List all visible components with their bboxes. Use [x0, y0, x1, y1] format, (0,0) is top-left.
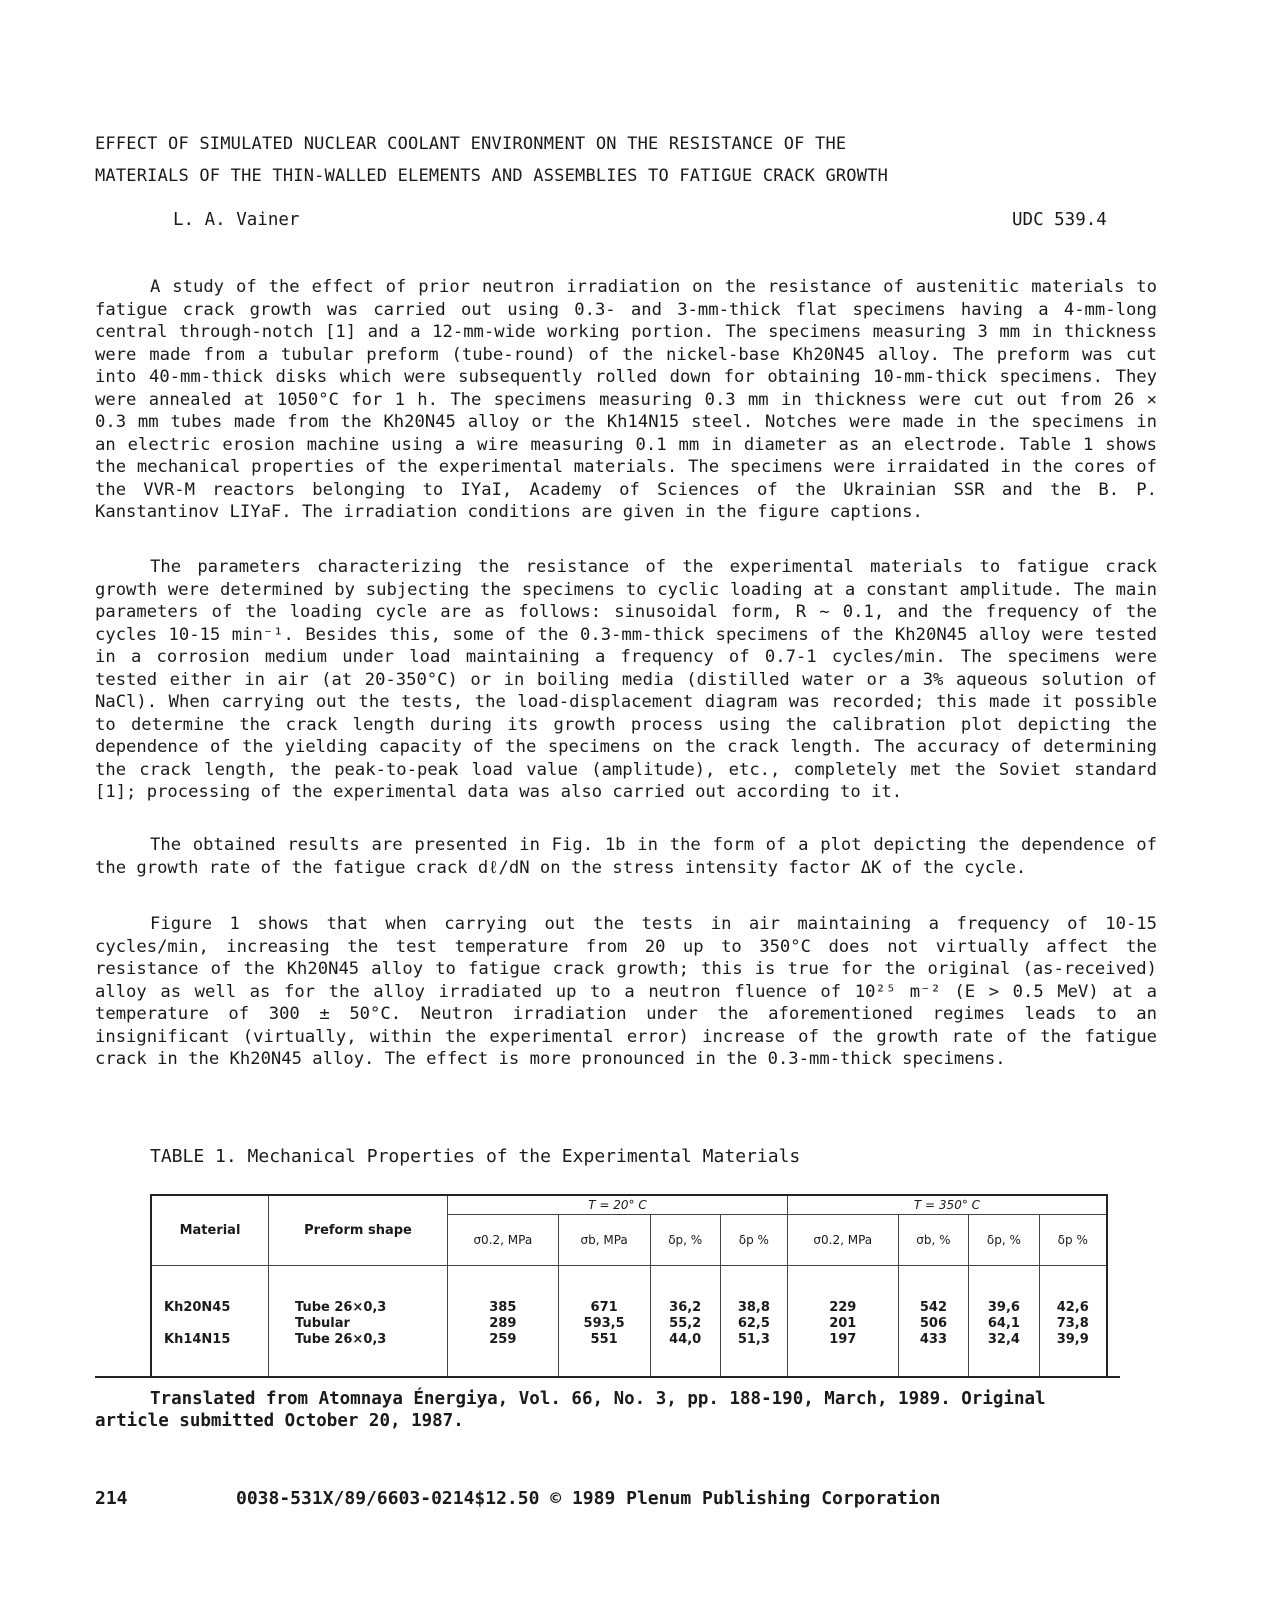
value: 62,5	[737, 1316, 770, 1331]
header-temp-20: T = 20° C	[448, 1195, 788, 1215]
value: 38,8	[737, 1300, 770, 1315]
table-caption: TABLE 1. Mechanical Properties of the Experimental Materials	[150, 1146, 801, 1167]
value: 289	[489, 1316, 517, 1331]
copyright-line: 0038-531X/89/6603-0214$12.50 © 1989 Plenum Publishing Corporation	[236, 1488, 941, 1509]
udc-code: UDC 539.4	[1012, 210, 1107, 230]
preform-value: Tube 26×0,3	[295, 1300, 387, 1315]
paragraph-3: The obtained results are presented in Fig. 1b in the form of a plot depicting the dependence of the growth rate of the fatigue crack dℓ/dN on the stress intensity factor ΔK of the cycle.	[95, 835, 1157, 878]
value-cell	[448, 1266, 559, 1378]
header-unit: δp, %	[969, 1215, 1039, 1266]
value: 36,2	[669, 1300, 702, 1315]
translation-note-line-2: article submitted October 20, 1987.	[95, 1411, 464, 1431]
author: L. A. Vainer	[173, 210, 300, 230]
value-cell	[558, 1266, 650, 1378]
header-unit: δp, %	[650, 1215, 720, 1266]
header-material: Material	[151, 1195, 269, 1266]
value-cell	[787, 1266, 898, 1378]
value: 542	[919, 1300, 947, 1315]
value: 551	[590, 1332, 618, 1347]
translation-note-line-1: Translated from Atomnaya Énergiya, Vol. 66, No. 3, pp. 188-190, March, 1989. Original	[150, 1389, 1046, 1409]
material-cell	[151, 1266, 269, 1378]
value: 73,8	[1056, 1316, 1089, 1331]
header-temp-350: T = 350° C	[787, 1195, 1107, 1215]
preform-value: Tubular	[295, 1316, 350, 1331]
paragraph-4: Figure 1 shows that when carrying out the tests in air maintaining a frequency of 10-15 cycles/min, increasing the test temperature from 20 up to 350°C does not virtually affect the resistance of the Kh20N45 alloy to fatigue crack growth; this is true for the original (as-received) alloy as well as for the alloy irradiated up to a neutron fluence of 10²⁵ m⁻² (E > 0.5 MeV) at a temperature of 300 ± 50°C. Neutron irradiation under the aforementioned regimes leads to an insignificant (virtually, within the experimental error) increase of the growth rate of the fatigue crack in the Kh20N45 alloy. The effect is more pronounced in the 0.3-mm-thick specimens.	[95, 914, 1157, 1069]
value: 42,6	[1056, 1300, 1089, 1315]
mechanical-properties-table	[150, 1194, 1108, 1378]
value: 39,9	[1056, 1332, 1089, 1347]
value: 197	[829, 1332, 857, 1347]
value: 259	[489, 1332, 517, 1347]
value-cell	[720, 1266, 787, 1378]
material-name: Kh20N45	[164, 1300, 231, 1315]
paragraph-1: A study of the effect of prior neutron irradiation on the resistance of austenitic materials to fatigue crack growth was carried out using 0.3- and 3-mm-thick flat specimens having a 4-mm-long central through-notch [1] and a 12-mm-wide working portion. The specimens measuring 3 mm in thickness were made from a tubular preform (tube-round) of the nickel-base Kh20N45 alloy. The preform was cut into 40-mm-thick disks which were subsequently rolled down for obtaining 10-mm-thick specimens. They were annealed at 1050°C for 1 h. The specimens measuring 0.3 mm in thickness were cut out from 26 × 0.3 mm tubes made from the Kh20N45 alloy or the Kh14N15 steel. Notches were made in the specimens in an electric erosion machine using a wire measuring 0.1 mm in diameter as an electrode. Table 1 shows the mechanical properties of the experimental materials. The specimens were irraidated in the cores of the VVR-M reactors belonging to IYaI, Academy of Sciences of the Ukrainian SSR and the B. P. Kanstantinov LIYaF. The irradiation conditions are given in the figure captions.	[95, 277, 1157, 522]
value: 593,5	[583, 1316, 625, 1331]
page-number: 214	[95, 1488, 128, 1509]
material-name	[164, 1316, 264, 1332]
value: 64,1	[987, 1316, 1020, 1331]
paragraph-2: The parameters characterizing the resistance of the experimental materials to fatigue crack growth were determined by subjecting the specimens to cyclic loading at a constant amplitude. The main parameters of the loading cycle are as follows: sinusoidal form, R ~ 0.1, and the frequency of the cycles 10-15 min⁻¹. Besides this, some of the 0.3-mm-thick specimens of the Kh20N45 alloy were tested in a corrosion medium under load maintaining a frequency of 0.7-1 cycles/min. The specimens were tested either in air (at 20-350°C) or in boiling media (distilled water or a 3% aqueous solution of NaCl). When carrying out the tests, the load-displacement diagram was recorded; this made it possible to determine the crack length during its growth process using the calibration plot depicting the dependence of the yielding capacity of the specimens on the crack length. The accuracy of determining the crack length, the peak-to-peak load value (amplitude), etc., completely met the Soviet standard [1]; processing of the experimental data was also carried out according to it.	[95, 557, 1157, 802]
title-line-1: EFFECT OF SIMULATED NUCLEAR COOLANT ENVIRONMENT ON THE RESISTANCE OF THE	[95, 134, 847, 154]
value-cell	[650, 1266, 720, 1378]
header-unit: σb, %	[898, 1215, 969, 1266]
header-unit: δp %	[720, 1215, 787, 1266]
value: 55,2	[669, 1316, 702, 1331]
preform-cell	[269, 1266, 448, 1378]
value-cell	[969, 1266, 1039, 1378]
header-preform: Preform shape	[269, 1195, 448, 1266]
value-cell	[1039, 1266, 1107, 1378]
footnote-divider	[95, 1376, 1120, 1378]
header-unit: σ0.2, MPa	[448, 1215, 559, 1266]
value: 671	[590, 1300, 618, 1315]
material-name: Kh14N15	[164, 1332, 231, 1347]
value: 506	[919, 1316, 947, 1331]
value: 229	[829, 1300, 857, 1315]
table-row	[151, 1266, 1107, 1378]
header-unit: σb, MPa	[558, 1215, 650, 1266]
preform-value: Tube 26×0,3	[295, 1332, 387, 1347]
value: 32,4	[987, 1332, 1020, 1347]
value: 385	[489, 1300, 517, 1315]
value: 51,3	[737, 1332, 770, 1347]
value-cell	[898, 1266, 969, 1378]
value: 39,6	[987, 1300, 1020, 1315]
title-line-2: MATERIALS OF THE THIN-WALLED ELEMENTS AND ASSEMBLIES TO FATIGUE CRACK GROWTH	[95, 166, 889, 186]
value: 433	[919, 1332, 947, 1347]
header-unit: σ0.2, MPa	[787, 1215, 898, 1266]
value: 44,0	[669, 1332, 702, 1347]
value: 201	[829, 1316, 857, 1331]
header-unit: δp %	[1039, 1215, 1107, 1266]
